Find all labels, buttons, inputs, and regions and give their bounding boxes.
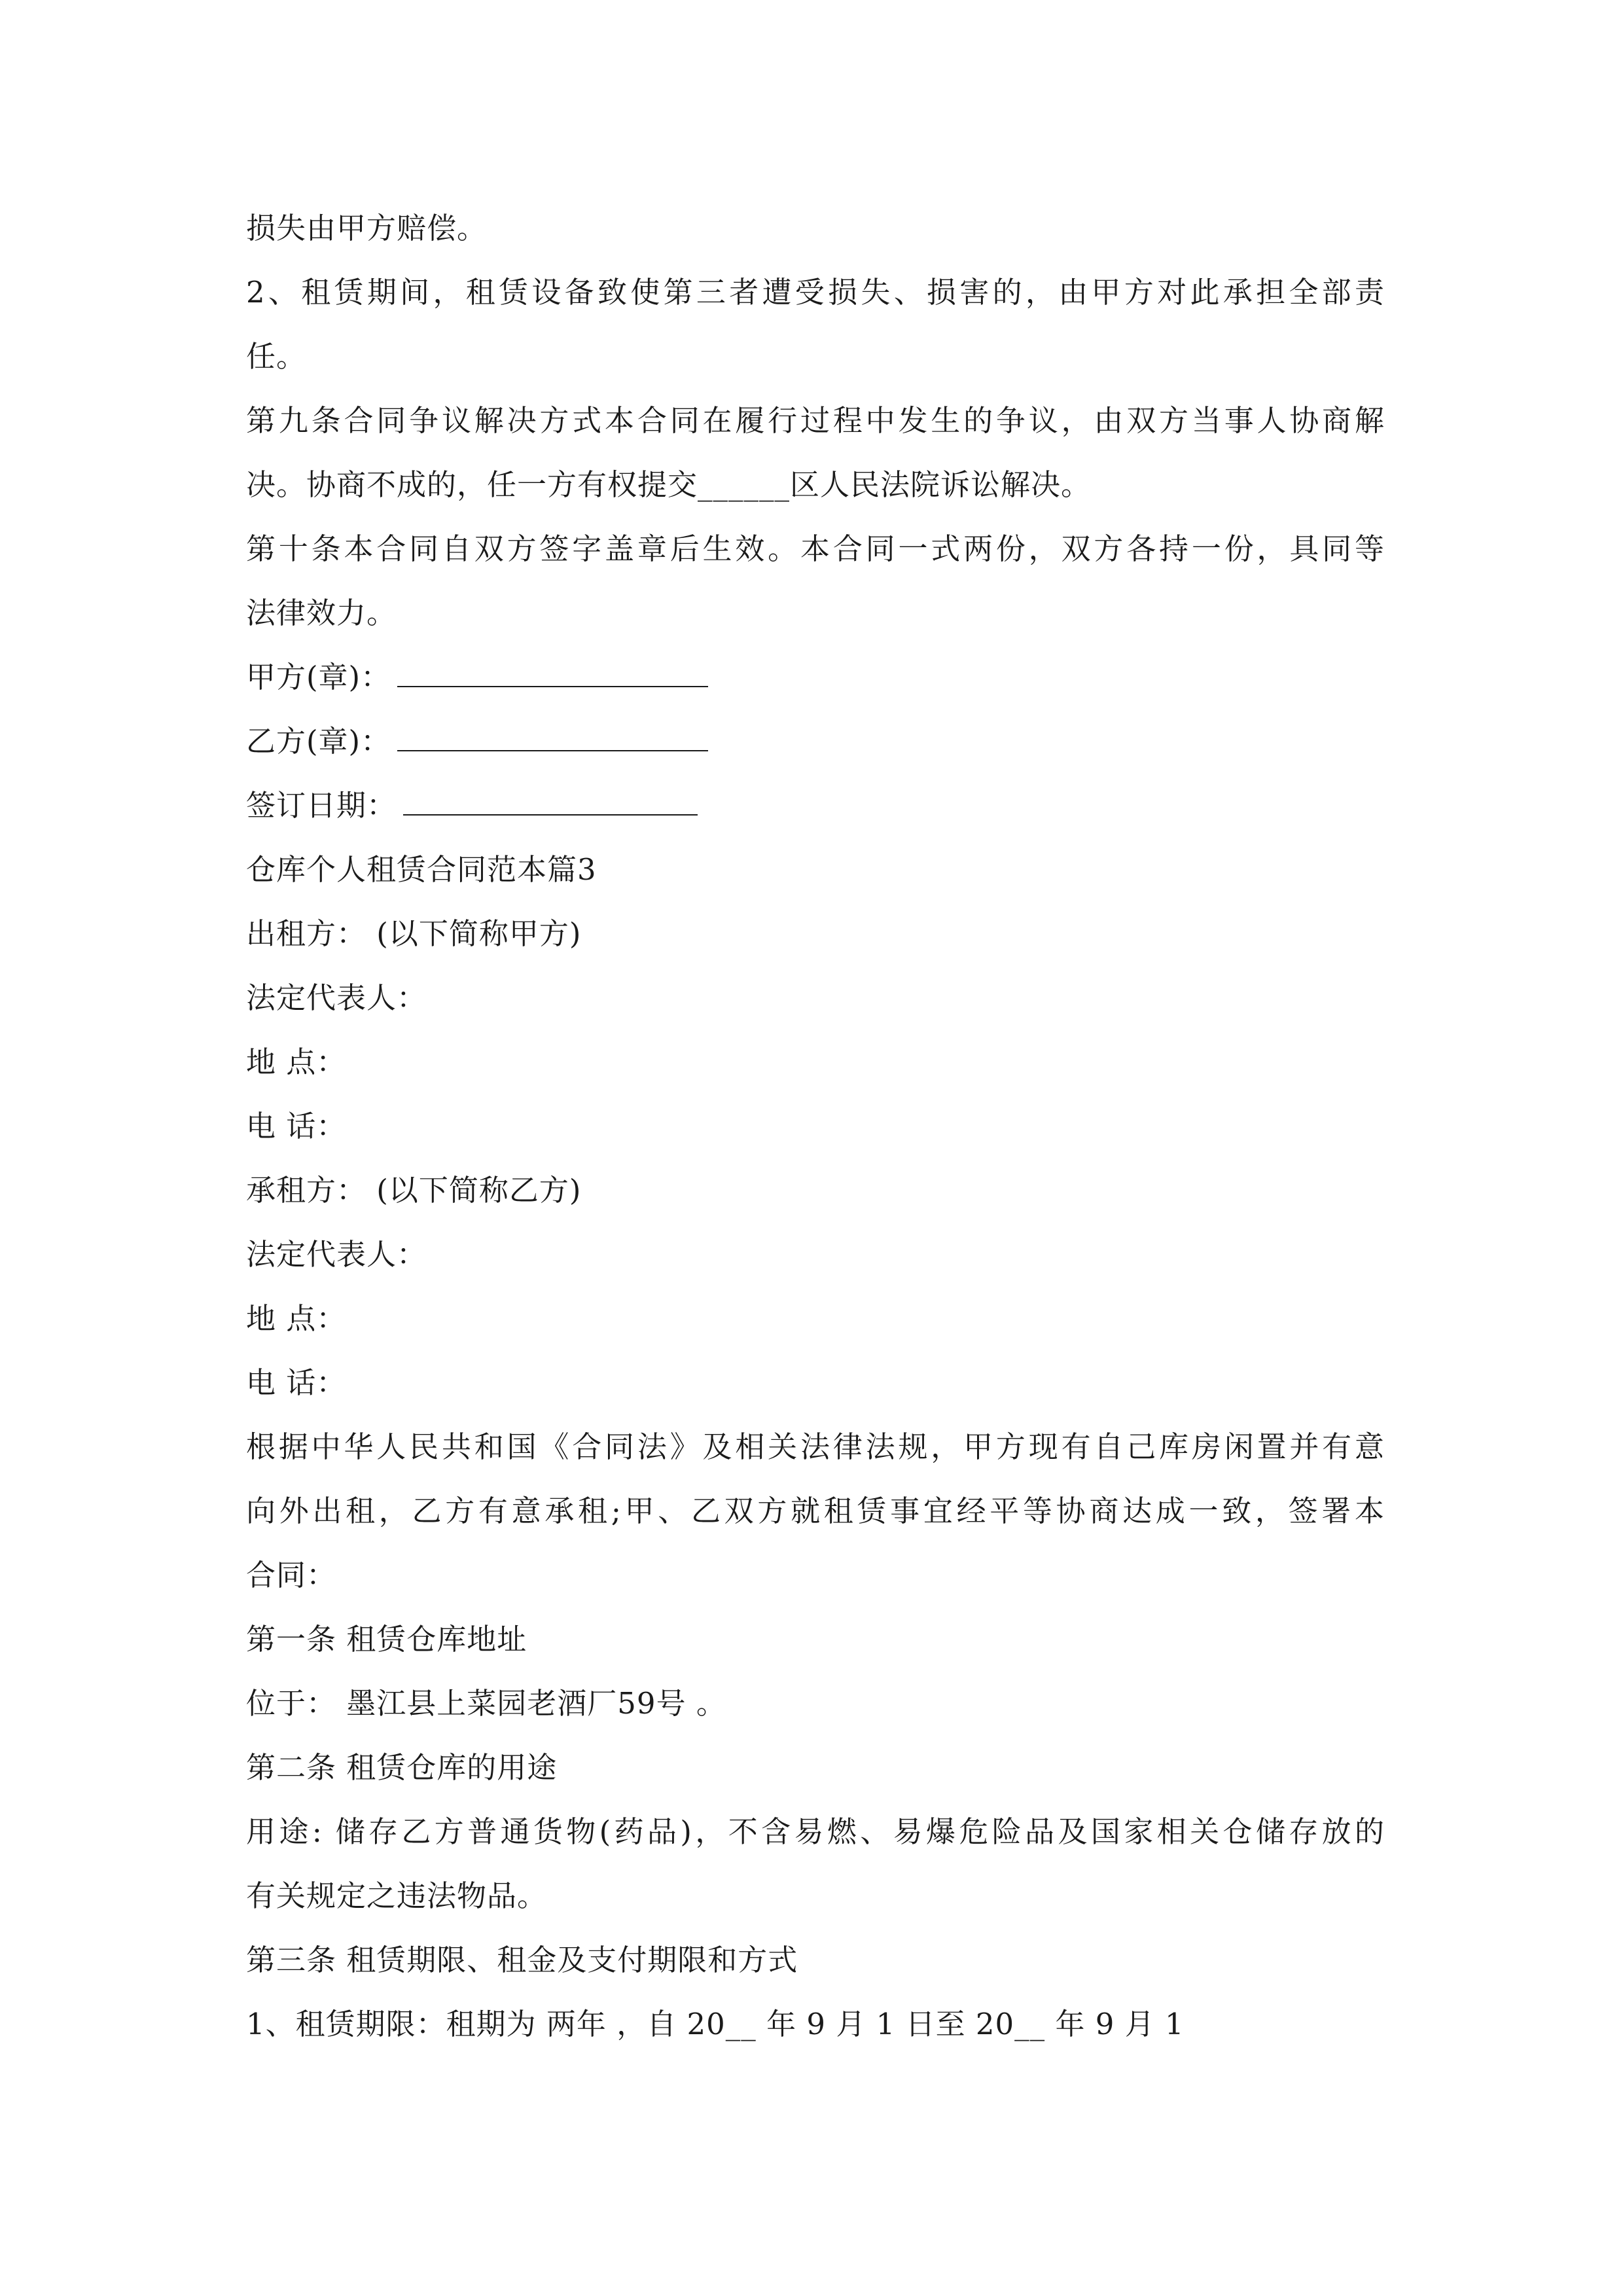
article-1-body: 位于： 墨江县上菜园老酒厂59号 。 bbox=[246, 1686, 726, 1721]
article-2-body-line: 有关规定之违法物品。 bbox=[246, 1878, 548, 1913]
signature-party-b-blank bbox=[397, 724, 708, 751]
paragraph-line: 2、租赁期间，租赁设备致使第三者遭受损失、损害的，由甲方对此承担全部责 bbox=[246, 275, 1385, 310]
article-1-title: 第一条 租赁仓库地址 bbox=[246, 1622, 527, 1657]
lessee-phone: 电 话： bbox=[246, 1365, 347, 1400]
lessor-line: 出租方： (以下简称甲方) bbox=[246, 916, 582, 951]
lessor-representative: 法定代表人： bbox=[246, 980, 427, 1015]
paragraph-line: 第九条合同争议解决方式本合同在履行过程中发生的争议，由双方当事人协商解 bbox=[246, 403, 1385, 438]
paragraph-line: 损失由甲方赔偿。 bbox=[246, 211, 488, 245]
lessee-line: 承租方： (以下简称乙方) bbox=[246, 1173, 582, 1208]
paragraph-line: 任。 bbox=[246, 339, 307, 374]
lessor-phone: 电 话： bbox=[246, 1109, 347, 1143]
lessee-representative: 法定代表人： bbox=[246, 1237, 427, 1272]
preamble-line: 根据中华人民共和国《合同法》及相关法律法规，甲方现有自己库房闲置并有意 bbox=[246, 1429, 1385, 1464]
signature-party-a-label: 甲方(章)： bbox=[246, 660, 391, 694]
signature-date bbox=[246, 774, 1385, 838]
lessee-address: 地 点： bbox=[246, 1301, 347, 1336]
section-title: 仓库个人租赁合同范本篇3 bbox=[246, 852, 597, 887]
paragraph-line: 第十条本合同自双方签字盖章后生效。本合同一式两份，双方各持一份，具同等 bbox=[246, 531, 1385, 566]
article-2-body-line: 用途: 储存乙方普通货物(药品)，不含易燃、易爆危险品及国家相关仓储存放的 bbox=[246, 1814, 1385, 1849]
signature-party-a-blank bbox=[397, 660, 708, 687]
document-body bbox=[246, 196, 1385, 2056]
article-3-item-1: 1、租赁期限：租期为 两年 ，自 20__ 年 9 月 1 日至 20__ 年 9 月 1 bbox=[246, 2007, 1185, 2041]
signature-party-a bbox=[246, 645, 1385, 709]
signature-date-label: 签订日期： bbox=[246, 788, 397, 823]
signature-party-b-label: 乙方(章)： bbox=[246, 724, 391, 759]
signature-date-blank bbox=[403, 788, 698, 816]
lessor-address: 地 点： bbox=[246, 1045, 347, 1079]
paragraph-line: 法律效力。 bbox=[246, 596, 397, 630]
preamble-line: 合同： bbox=[246, 1558, 337, 1592]
article-2-title: 第二条 租赁仓库的用途 bbox=[246, 1750, 558, 1785]
preamble-line: 向外出租，乙方有意承租;甲、乙双方就租赁事宜经平等协商达成一致，签署本 bbox=[246, 1494, 1385, 1528]
paragraph-line: 决。协商不成的，任一方有权提交______区人民法院诉讼解决。 bbox=[246, 467, 1092, 502]
signature-party-b bbox=[246, 709, 1385, 774]
article-3-title: 第三条 租赁期限、租金及支付期限和方式 bbox=[246, 1943, 798, 1977]
